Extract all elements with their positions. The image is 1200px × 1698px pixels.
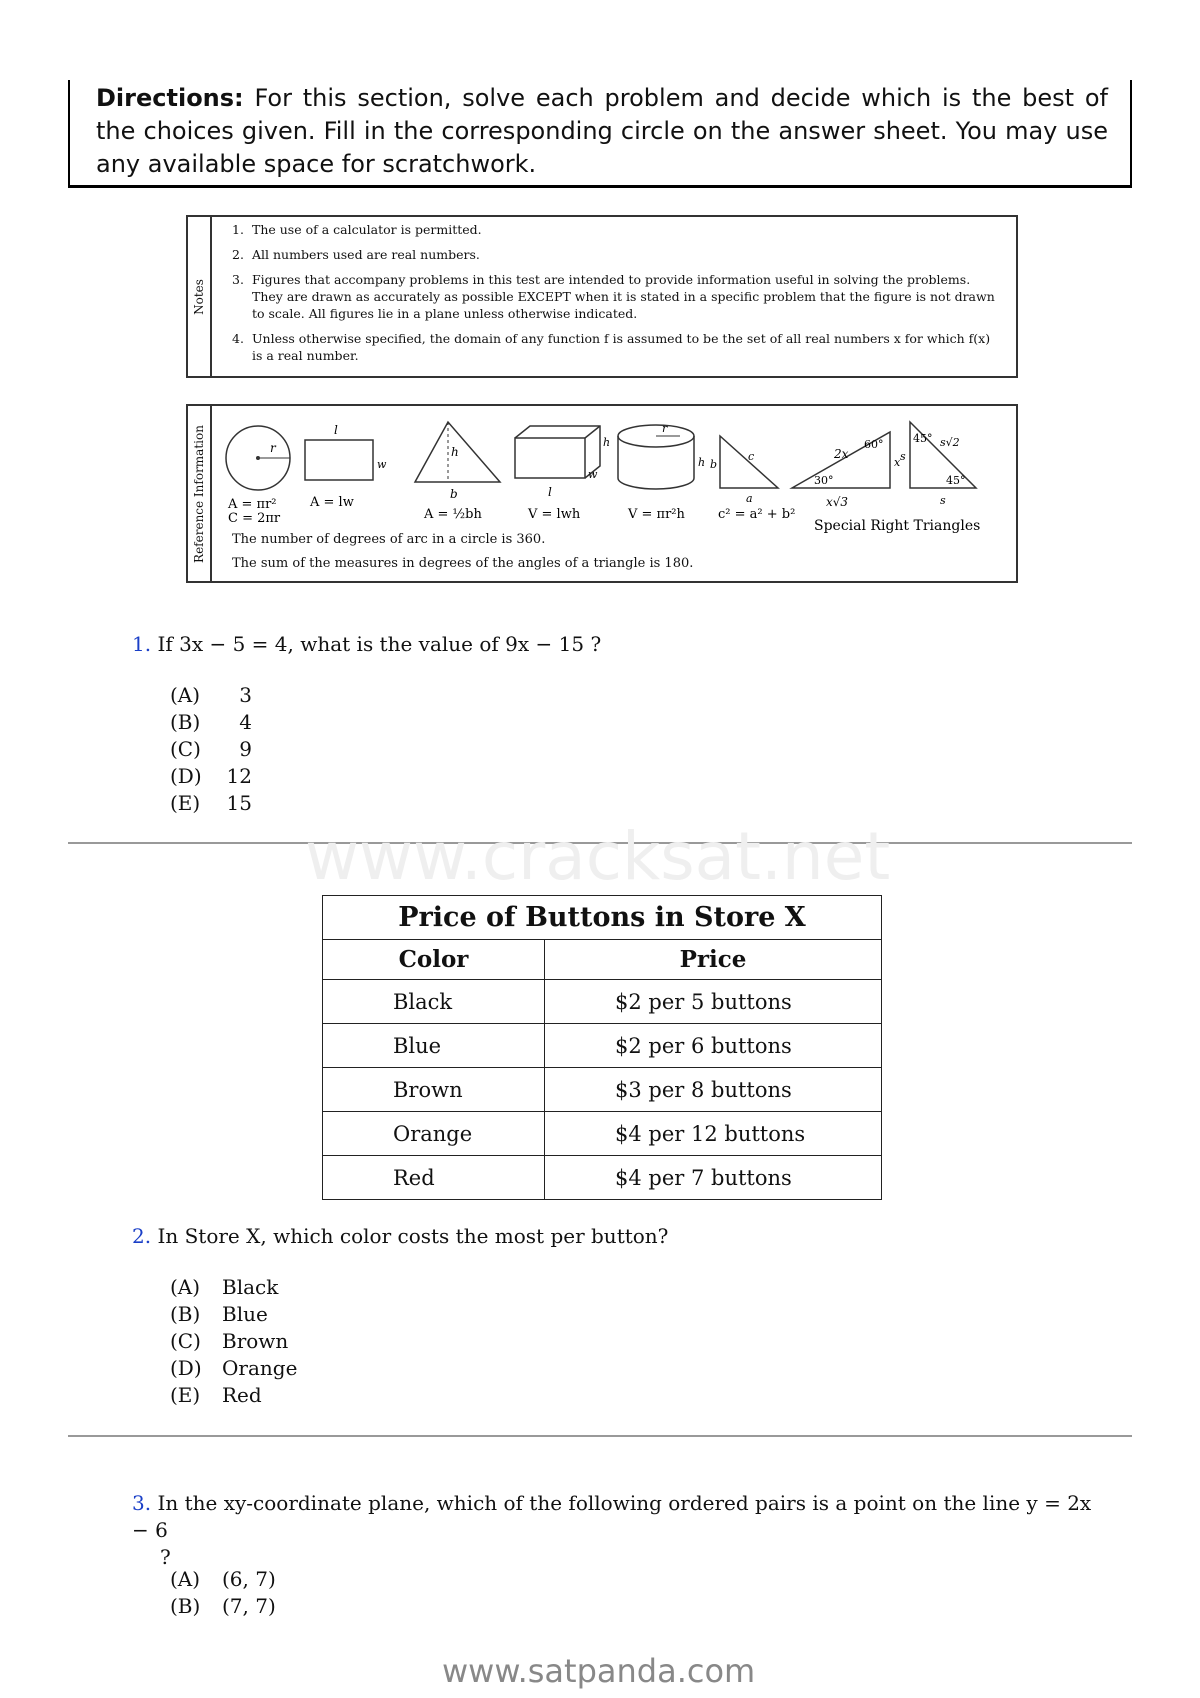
cell-color: Blue — [323, 1024, 545, 1068]
box-volume-formula: V = lwh — [528, 507, 581, 522]
choice-value: 4 — [239, 710, 252, 734]
choice-letter: (A) — [170, 1275, 201, 1299]
choice-value: Blue — [222, 1302, 268, 1326]
svg-text:x: x — [894, 456, 901, 469]
choice[interactable] — [170, 1328, 297, 1355]
directions-text: For this section, solve each problem and decide which is the best of the choices given. Fill in the corresponding circle on the answer sheet. You may use any available space for scratchwork. — [96, 84, 1108, 178]
choice-value: Brown — [222, 1329, 289, 1353]
note-num: 1. — [232, 222, 244, 237]
notes-sidebar — [188, 217, 212, 376]
reference-sidebar — [188, 406, 212, 581]
question-text: In Store X, which color costs the most per button? — [151, 1224, 669, 1248]
notes-list — [218, 221, 996, 372]
choice-value: 3 — [239, 683, 252, 707]
choice-letter: (D) — [170, 1356, 202, 1380]
note-text: Unless otherwise specified, the domain of any function f is assumed to be the set of all real numbers x for which f(x) is a real number. — [252, 331, 991, 363]
svg-text:s√2: s√2 — [940, 436, 960, 449]
choice-value: Orange — [222, 1356, 298, 1380]
choice-value: 9 — [239, 737, 252, 761]
note-item — [218, 330, 996, 364]
directions-box — [68, 80, 1132, 188]
choice-letter: (C) — [170, 1329, 201, 1353]
choice[interactable] — [170, 1566, 276, 1593]
note-item — [218, 246, 996, 263]
column-header-color: Color — [323, 940, 545, 980]
choice[interactable] — [170, 1301, 297, 1328]
note-text: The use of a calculator is permitted. — [252, 222, 482, 237]
directions-label: Directions: — [96, 84, 244, 112]
choice-letter: (A) — [170, 1567, 201, 1591]
note-text: Figures that accompany problems in this test are intended to provide information useful in solving the problems. They are drawn as accurately as possible EXCEPT when it is stated in a specific problem that the figure is not drawn to scale. All figures lie in a plane unless otherwise indicated. — [252, 272, 995, 321]
reference-box — [186, 404, 1018, 583]
note-num: 3. — [232, 272, 244, 287]
circle-area-formula: A = πr² — [228, 497, 277, 512]
rectangle-area-formula: A = lw — [310, 495, 354, 510]
note-num: 2. — [232, 247, 244, 262]
choice[interactable] — [170, 1355, 297, 1382]
triangle-figure — [415, 422, 500, 522]
choice-value: (7, 7) — [222, 1594, 276, 1618]
column-header-price: Price — [545, 940, 882, 980]
svg-text:l: l — [548, 485, 552, 499]
svg-text:60°: 60° — [864, 438, 884, 451]
choice-value: Black — [222, 1275, 279, 1299]
cylinder-figure — [618, 422, 705, 522]
svg-text:r: r — [662, 422, 668, 435]
table-row — [323, 1156, 882, 1200]
svg-text:r: r — [270, 441, 276, 455]
svg-text:l: l — [334, 423, 338, 437]
svg-text:b: b — [710, 458, 718, 471]
choice-letter: (E) — [170, 1383, 201, 1407]
question-number: 1. — [132, 632, 152, 656]
section-divider — [68, 1435, 1132, 1437]
svg-text:w: w — [588, 468, 598, 481]
choice-letter: (E) — [170, 791, 201, 815]
cell-price: $4 per 7 buttons — [545, 1156, 882, 1200]
question-3-choices — [170, 1566, 276, 1620]
svg-text:45°: 45° — [913, 432, 933, 445]
choice[interactable] — [170, 1274, 297, 1301]
choice[interactable] — [170, 709, 252, 736]
table-row — [323, 1112, 882, 1156]
svg-text:s: s — [940, 494, 946, 507]
question-2-choices — [170, 1274, 297, 1409]
choice-letter: (C) — [170, 737, 201, 761]
choice[interactable] — [170, 682, 252, 709]
svg-text:h: h — [451, 445, 459, 459]
circle-figure — [226, 426, 290, 526]
circle-circumference-formula: C = 2πr — [228, 511, 281, 526]
notes-title: Notes — [192, 278, 206, 315]
table-row — [323, 1024, 882, 1068]
cell-color: Black — [323, 980, 545, 1024]
choice[interactable] — [170, 763, 252, 790]
choice-value: (6, 7) — [222, 1567, 276, 1591]
svg-text:h: h — [603, 436, 611, 449]
question-number: 2. — [132, 1224, 152, 1248]
cell-color: Red — [323, 1156, 545, 1200]
choice-value: 15 — [226, 791, 252, 815]
reference-title: Reference Information — [192, 424, 206, 563]
special-triangle-30-60-90 — [792, 432, 901, 509]
question-text: If 3x − 5 = 4, what is the value of 9x − 15 ? — [151, 632, 602, 656]
svg-text:b: b — [450, 487, 458, 501]
choice[interactable] — [170, 790, 252, 817]
svg-text:a: a — [746, 492, 753, 505]
cell-price: $4 per 12 buttons — [545, 1112, 882, 1156]
table-header-row — [323, 940, 882, 980]
svg-text:h: h — [698, 456, 706, 469]
note-num: 4. — [232, 331, 244, 346]
rectangle-figure — [305, 423, 387, 510]
svg-text:2x: 2x — [834, 447, 849, 461]
svg-text:w: w — [377, 458, 387, 471]
table-title: Price of Buttons in Store X — [322, 895, 882, 939]
table-row — [323, 980, 882, 1024]
question-1 — [132, 632, 601, 656]
cell-price: $2 per 5 buttons — [545, 980, 882, 1024]
choice[interactable] — [170, 1382, 297, 1409]
question-text-continued: ? — [160, 1545, 171, 1569]
svg-text:45°: 45° — [946, 474, 966, 487]
question-1-choices — [170, 682, 252, 817]
cell-color: Orange — [323, 1112, 545, 1156]
reference-line-triangle: The sum of the measures in degrees of the angles of a triangle is 180. — [232, 556, 694, 571]
note-item — [218, 271, 996, 322]
cell-price: $2 per 6 buttons — [545, 1024, 882, 1068]
svg-text:x√3: x√3 — [826, 495, 849, 509]
choice-letter: (D) — [170, 764, 202, 788]
cylinder-volume-formula: V = πr²h — [628, 507, 685, 522]
question-number: 3. — [132, 1491, 152, 1515]
reference-line-arc: The number of degrees of arc in a circle is 360. — [232, 532, 546, 547]
question-2 — [132, 1224, 668, 1248]
special-triangle-45-45-90 — [814, 422, 980, 534]
note-text: All numbers used are real numbers. — [252, 247, 480, 262]
svg-text:s: s — [900, 450, 906, 463]
pythagorean-formula: c² = a² + b² — [718, 507, 796, 522]
choice-value: Red — [222, 1383, 262, 1407]
notes-box — [186, 215, 1018, 378]
footer-watermark: www.satpanda.com — [442, 1652, 756, 1690]
svg-text:c: c — [748, 450, 755, 463]
choice-letter: (A) — [170, 683, 201, 707]
cell-price: $3 per 8 buttons — [545, 1068, 882, 1112]
price-table — [322, 895, 882, 1200]
triangle-area-formula: A = ½bh — [424, 507, 482, 522]
choice[interactable] — [170, 1593, 276, 1620]
special-triangles-label: Special Right Triangles — [814, 518, 981, 534]
choice-value: 12 — [226, 764, 252, 788]
choice-letter: (B) — [170, 1594, 201, 1618]
question-3 — [132, 1490, 1092, 1571]
choice-letter: (B) — [170, 710, 201, 734]
choice-letter: (B) — [170, 1302, 201, 1326]
right-triangle-figure — [710, 436, 795, 522]
table-row — [323, 1068, 882, 1112]
note-item — [218, 221, 996, 238]
choice[interactable] — [170, 736, 252, 763]
svg-text:30°: 30° — [814, 474, 834, 487]
question-text: In the xy-coordinate plane, which of the following ordered pairs is a point on the line y = 2x − 6 — [132, 1491, 1092, 1542]
watermark-cracksat: www.cracksat.net — [305, 818, 891, 895]
cell-color: Brown — [323, 1068, 545, 1112]
box-figure — [515, 426, 610, 522]
